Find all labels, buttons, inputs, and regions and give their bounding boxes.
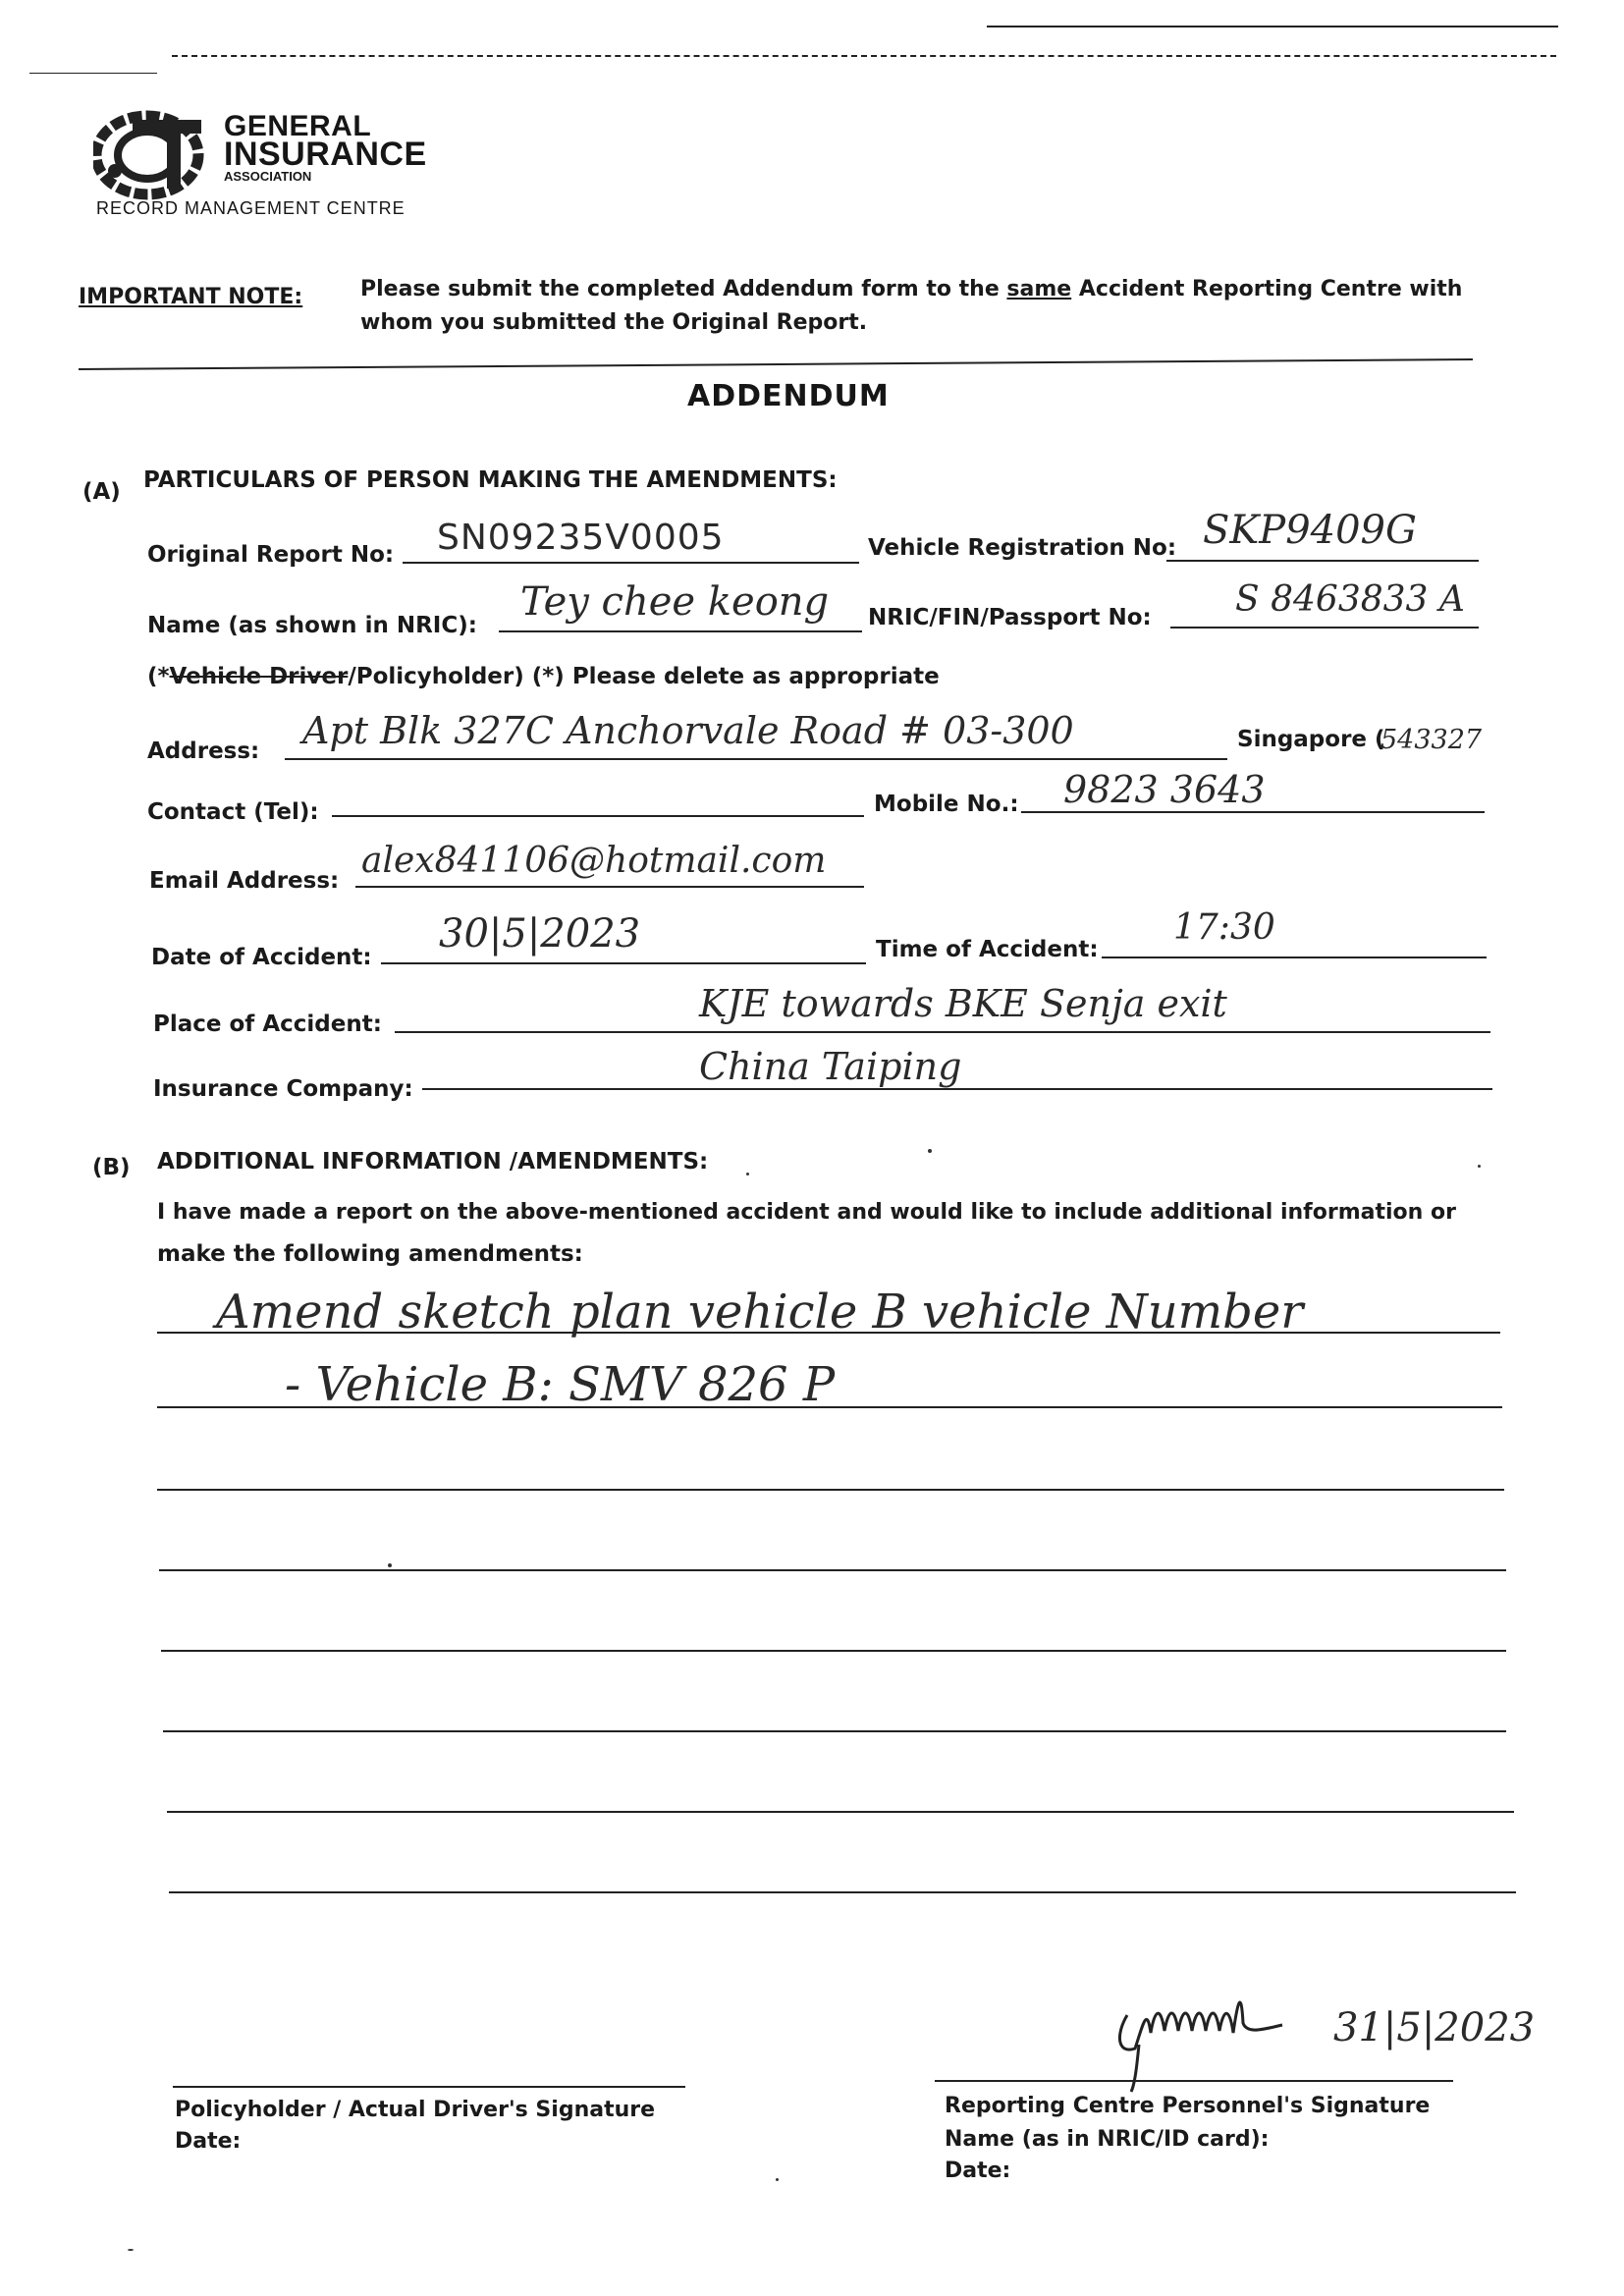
email-value: alex841106@hotmail.com (361, 841, 827, 881)
section-a-heading: PARTICULARS OF PERSON MAKING THE AMENDMENTS: (143, 467, 838, 493)
note-text-same: same (1006, 277, 1072, 301)
original-report-line (403, 562, 859, 564)
scan-speck (1478, 1165, 1481, 1168)
singapore-label: Singapore ( (1237, 727, 1385, 752)
scan-speck (388, 1563, 392, 1567)
scan-speck (928, 1149, 932, 1153)
role-delete-note (147, 664, 940, 689)
logo-subtitle: RECORD MANAGEMENT CENTRE (96, 198, 406, 218)
form-title: ADDENDUM (687, 379, 890, 413)
amendment-line-3 (157, 1489, 1504, 1491)
name-value: Tey chee keong (520, 579, 830, 625)
place-of-accident-value: KJE towards BKE Senja exit (699, 982, 1227, 1025)
address-label: Address: (147, 738, 260, 764)
insurance-company-label: Insurance Company: (153, 1076, 413, 1102)
scan-edge-line (172, 55, 1556, 57)
contact-line (332, 815, 864, 817)
vehicle-reg-label: Vehicle Registration No: (868, 535, 1177, 561)
important-note-line2: whom you submitted the Original Report. (360, 310, 868, 335)
address-line (285, 758, 1227, 760)
amendment-line-4 (159, 1569, 1506, 1571)
amendment-line-7 (167, 1811, 1514, 1813)
amendment-line1-value: Amend sketch plan vehicle B vehicle Number (216, 1285, 1304, 1339)
nric-line (1170, 627, 1479, 629)
logo-text-association: ASSOCIATION (224, 169, 312, 184)
mobile-value: 9823 3643 (1063, 768, 1266, 811)
amendment-line-8 (169, 1891, 1516, 1893)
section-b-intro-line2: make the following amendments: (157, 1241, 583, 1267)
amendment-line-1 (157, 1332, 1500, 1334)
email-line (355, 886, 864, 888)
role-vehicle-driver-struck: Vehicle Driver (169, 664, 349, 689)
insurance-company-value: China Taiping (699, 1045, 962, 1088)
role-prefix: (* (147, 664, 170, 689)
amendment-line-2 (157, 1406, 1502, 1408)
logo-text-general: GENERAL (224, 110, 372, 142)
role-rest: /Policyholder) (*) Please delete as appropriate (348, 664, 940, 689)
gia-logo (93, 110, 216, 200)
policyholder-date-label: Date: (175, 2129, 242, 2154)
policyholder-signature-label: Policyholder / Actual Driver's Signature (175, 2098, 656, 2122)
amendment-line-5 (161, 1650, 1506, 1652)
reporting-centre-date-label: Date: (945, 2159, 1011, 2183)
date-of-accident-label: Date of Accident: (151, 945, 372, 970)
date-of-accident-value: 30|5|2023 (439, 911, 641, 957)
original-report-label: Original Report No: (147, 542, 395, 568)
vehicle-reg-line (1166, 560, 1479, 562)
scan-speck (776, 2178, 779, 2181)
section-b-intro-line1: I have made a report on the above-mentioned accident and would like to include additional information or (157, 1200, 1456, 1225)
section-b-heading: ADDITIONAL INFORMATION /AMENDMENTS: (157, 1149, 709, 1175)
address-value: Apt Blk 327C Anchorvale Road # 03-300 (302, 709, 1074, 752)
original-report-value: SN09235V0005 (437, 518, 725, 558)
nric-value: S 8463833 A (1235, 579, 1465, 620)
scan-edge-line (29, 73, 157, 74)
time-of-accident-value: 17:30 (1173, 907, 1275, 948)
reporting-centre-signed-date: 31|5|2023 (1333, 2005, 1536, 2050)
scan-edge-line (987, 26, 1558, 27)
reporting-centre-signature-image (1108, 1976, 1304, 2094)
mobile-label: Mobile No.: (874, 792, 1019, 817)
time-of-accident-line (1102, 957, 1487, 958)
contact-label: Contact (Tel): (147, 799, 319, 825)
logo-text-insurance: INSURANCE (224, 136, 427, 173)
scan-speck (746, 1173, 749, 1175)
section-a-marker: (A) (82, 479, 121, 505)
vehicle-reg-value: SKP9409G (1203, 508, 1417, 553)
insurance-company-line (422, 1088, 1492, 1090)
mobile-line (1021, 811, 1485, 813)
note-text-post: Accident Reporting Centre with (1071, 277, 1463, 301)
date-of-accident-line (381, 962, 866, 964)
handwritten-signature (1108, 1976, 1304, 2094)
gia-logo-mark (93, 110, 216, 200)
scan-speck (128, 2249, 134, 2251)
important-note-label: IMPORTANT NOTE: (79, 285, 303, 309)
name-line (499, 630, 862, 632)
reporting-centre-signature-label: Reporting Centre Personnel's Signature (945, 2094, 1431, 2118)
note-divider (79, 358, 1473, 370)
place-of-accident-label: Place of Accident: (153, 1011, 382, 1037)
reporting-centre-name-label: Name (as in NRIC/ID card): (945, 2127, 1270, 2152)
section-b-marker: (B) (92, 1155, 131, 1180)
important-note-line1 (360, 277, 1462, 301)
note-text-pre: Please submit the completed Addendum form to the (360, 277, 1007, 301)
name-label: Name (as shown in NRIC): (147, 613, 477, 638)
amendment-line-6 (163, 1730, 1506, 1732)
nric-label: NRIC/FIN/Passport No: (868, 605, 1152, 630)
postal-code-value: 543327 (1380, 725, 1483, 755)
time-of-accident-label: Time of Accident: (876, 937, 1099, 962)
policyholder-signature-line (173, 2086, 685, 2088)
amendment-line2-value: - Vehicle B: SMV 826 P (285, 1357, 836, 1412)
place-of-accident-line (395, 1031, 1490, 1033)
email-label: Email Address: (149, 868, 340, 894)
reporting-centre-signature-line (935, 2080, 1453, 2082)
